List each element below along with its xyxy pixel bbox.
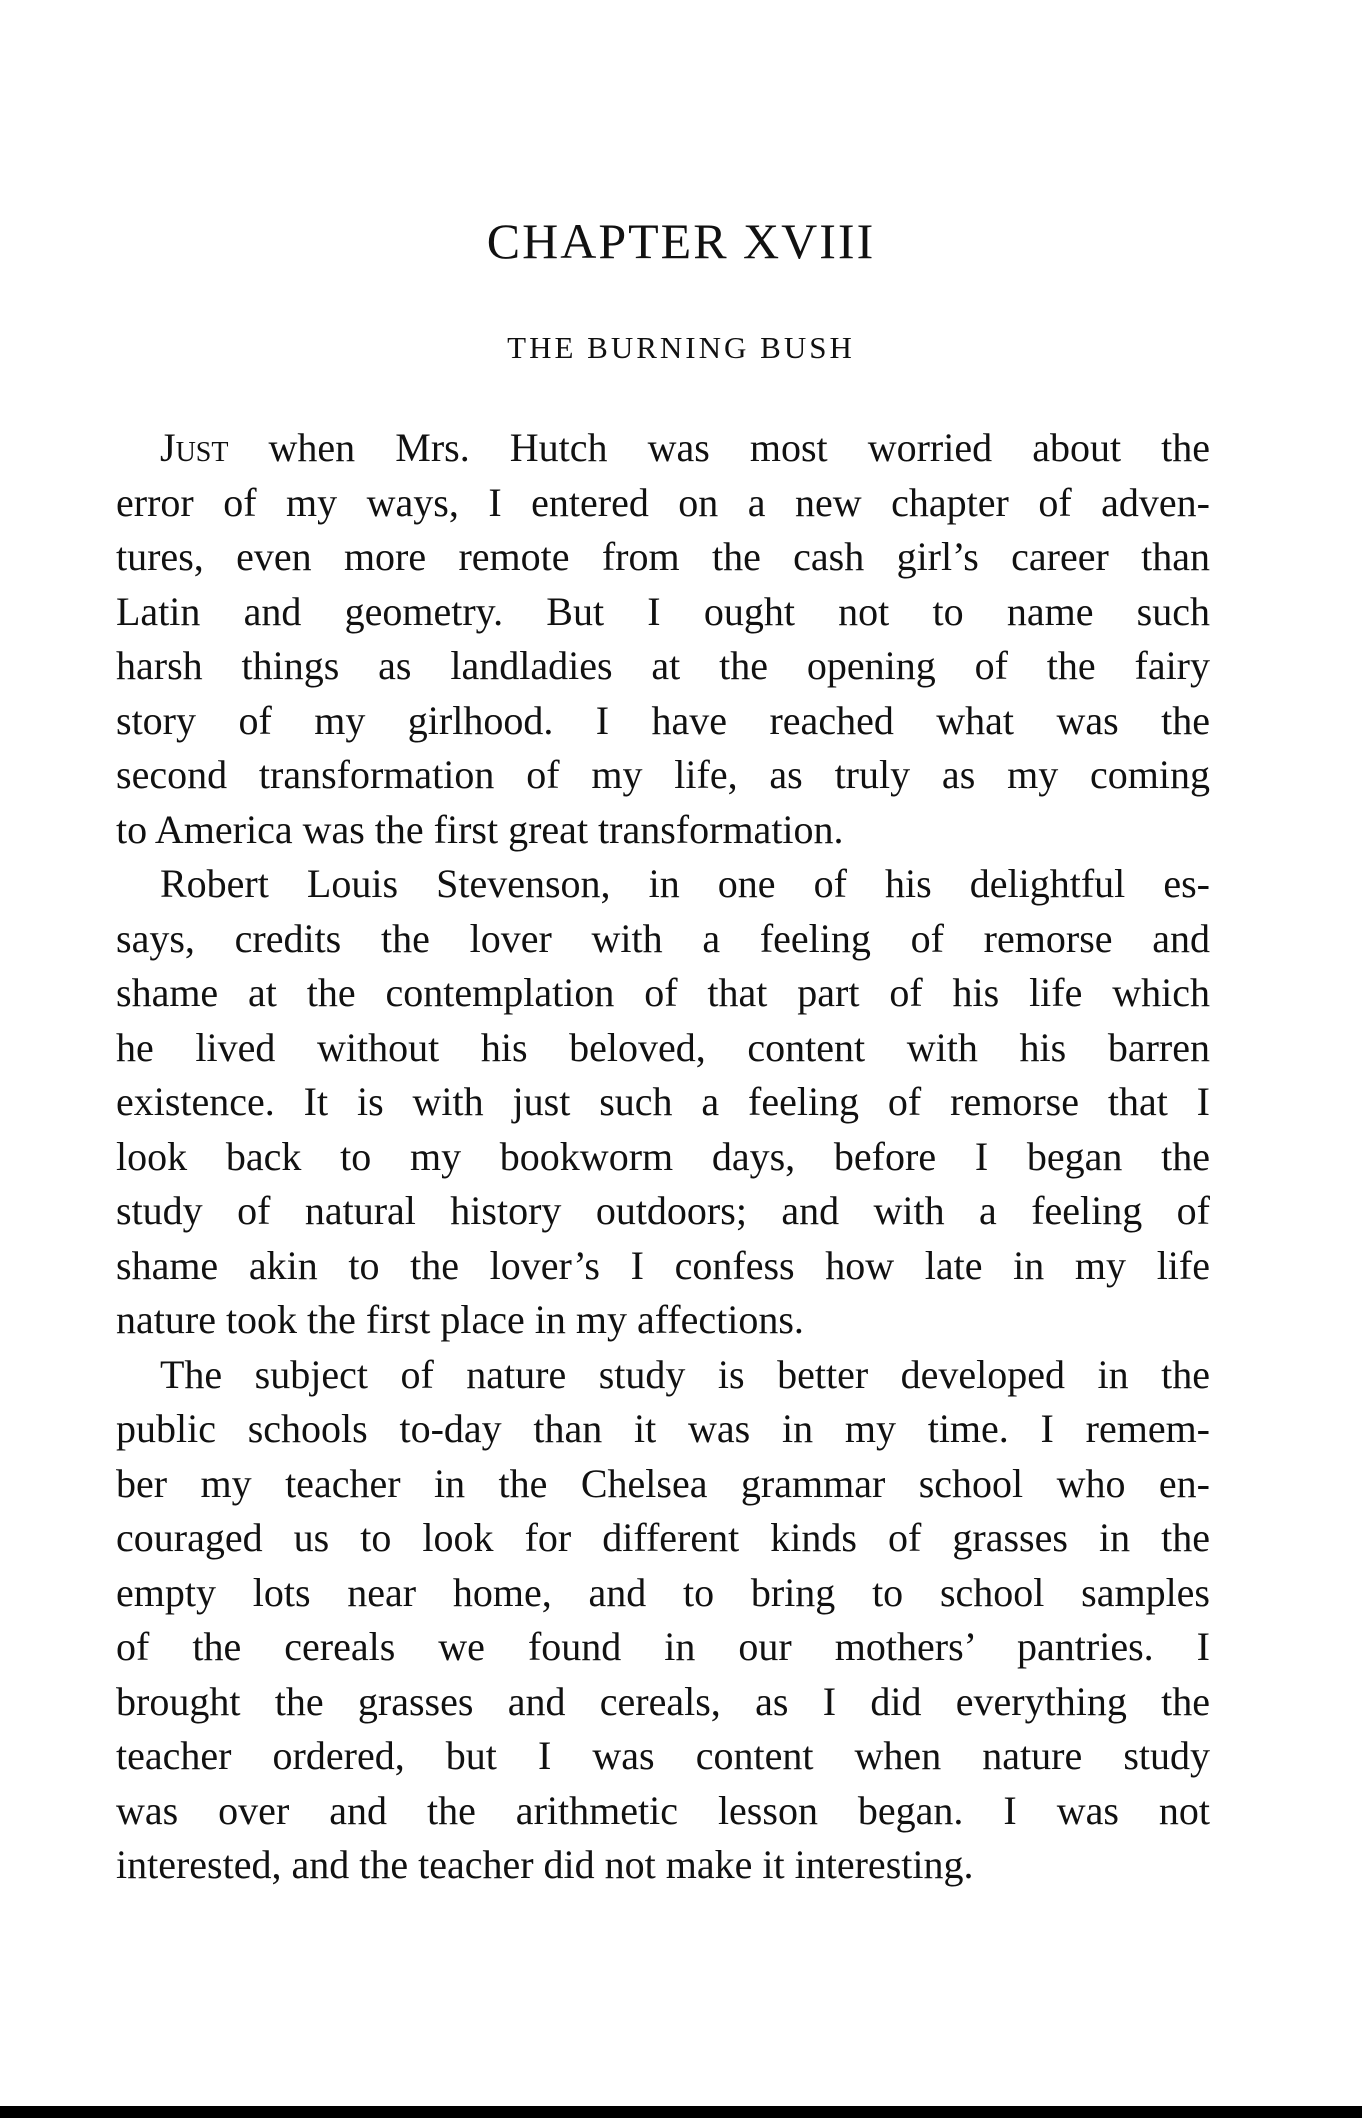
text-line: study of natural history outdoors; and with a feeling of [116, 1188, 1210, 1233]
text-line: to America was the first great transformation. [116, 806, 844, 852]
text-line: error of my ways, I entered on a new chapter of adven- [116, 479, 1210, 525]
body-text [116, 421, 1210, 1893]
text-line: tures, even more remote from the cash girl’s career than [116, 534, 1210, 579]
text-line: nature took the first place in my affections. [116, 1297, 804, 1342]
paragraph [116, 1348, 1210, 1893]
text-line: existence. It is with just such a feeling of remorse that I [116, 1079, 1210, 1124]
text-line: Robert Louis Stevenson, in one of his delightful es- [160, 861, 1210, 906]
text-line: look back to my bookworm days, before I began the [116, 1133, 1210, 1179]
text-line: story of my girlhood. I have reached what was the [116, 697, 1210, 743]
text-line: shame akin to the lover’s I confess how late in my life [116, 1242, 1210, 1288]
text-line: The subject of nature study is better developed in the [160, 1351, 1210, 1397]
text-line: second transformation of my life, as truly as my coming [116, 752, 1210, 797]
text-line: interested, and the teacher did not make it interesting. [116, 1842, 974, 1887]
text-line: shame at the contemplation of that part of his life which [116, 970, 1210, 1015]
paragraph [116, 857, 1210, 1348]
text-line: says, credits the lover with a feeling of remorse and [116, 915, 1210, 961]
text-line: he lived without his beloved, content with his barren [116, 1024, 1210, 1070]
paragraph-lead-word: Just [160, 425, 229, 470]
text-line: public schools to-day than it was in my time. I remem- [116, 1406, 1210, 1451]
text-line: Just when Mrs. Hutch was most worried about the [160, 425, 1210, 470]
text-line: empty lots near home, and to bring to school samples [116, 1569, 1210, 1615]
chapter-heading: CHAPTER XVIII [486, 213, 876, 269]
text-line: harsh things as landladies at the opening of the fairy [116, 643, 1210, 688]
text-line: Latin and geometry. But I ought not to name such [116, 588, 1210, 634]
text-line: brought the grasses and cereals, as I did everything the [116, 1678, 1210, 1724]
paragraph [116, 421, 1210, 857]
text-line: couraged us to look for different kinds of grasses in the [116, 1515, 1210, 1560]
text-line: ber my teacher in the Chelsea grammar school who en- [116, 1460, 1210, 1506]
text-line: was over and the arithmetic lesson began. I was not [116, 1787, 1210, 1833]
scan-edge-border [0, 2106, 1362, 2118]
text-line: teacher ordered, but I was content when nature study [116, 1733, 1210, 1778]
text-line: of the cereals we found in our mothers’ pantries. I [116, 1624, 1210, 1669]
chapter-subtitle: THE BURNING BUSH [507, 330, 855, 365]
